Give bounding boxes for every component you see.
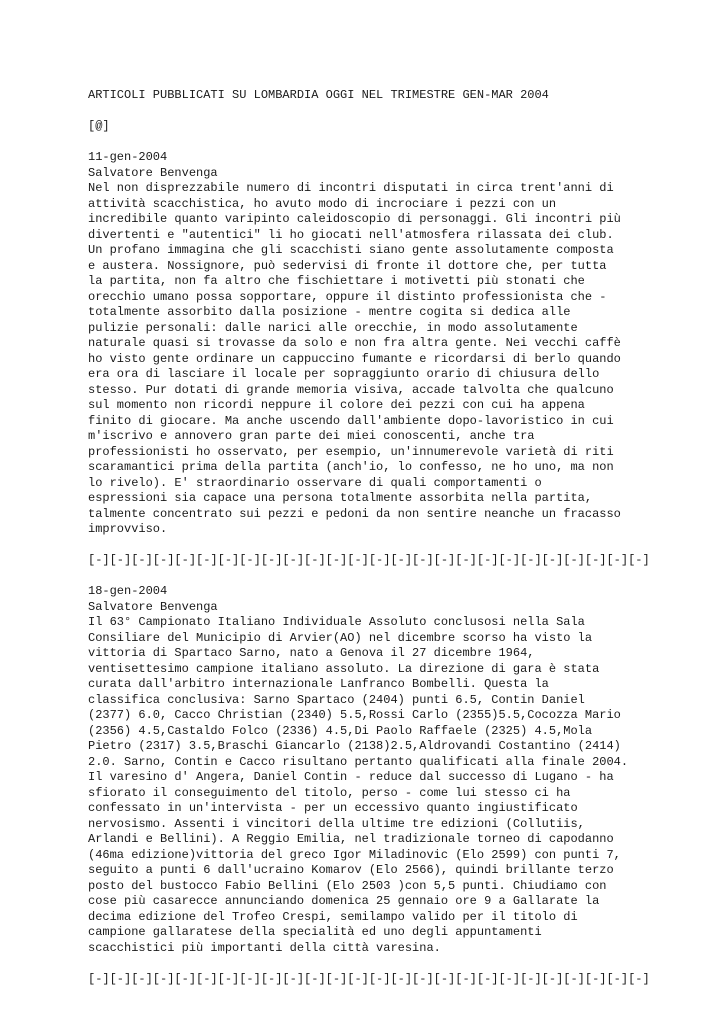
article-text-line: nervosismo. Assenti i vincitori della ultime tre edizioni (Collutiis,: [88, 816, 585, 831]
article-text-line: (2377) 6.0, Cacco Christian (2340) 5.5,Rossi Carlo (2355)5.5,Cocozza Mario: [88, 708, 621, 722]
article-text-line: pulizie personali: dalle narici alle orecchie, in modo assolutamente: [88, 320, 578, 335]
spacer: [88, 104, 718, 120]
article-text-line: lo rivelo). E' straordinario osservare di quali comportamenti o: [88, 475, 542, 490]
article-text-line: Nel non disprezzabile numero di incontri disputati in circa trent'anni di: [88, 181, 614, 195]
article-text-line: posto del bustocco Fabio Bellini (Elo 2503 )con 5,5 punti. Chiudiamo con: [88, 878, 607, 893]
spacer: [88, 538, 718, 554]
article-text-line: ho visto gente ordinare un cappuccino fumante e ricordarsi di berlo quando: [88, 351, 621, 366]
article-text-line: Arlandi e Bellini). A Reggio Emilia, nel tradizionale torneo di capodanno: [88, 832, 614, 846]
marker: [@]: [88, 119, 110, 133]
spacer: [88, 135, 718, 151]
article-text-line: Il varesino d' Angera, Daniel Contin - reduce dal successo di Lugano - ha: [88, 770, 614, 784]
article: [88, 150, 718, 584]
article-text-line: confessato in un'intervista - per un eccessivo quanto ingiustificato: [88, 801, 578, 815]
separator-line: [-][-][-][-][-][-][-][-][-][-][-][-][-][-][-][-][-][-][-][-][-][-][-][-][-][-]: [88, 971, 650, 986]
article-text-line: totalmente assorbito dalla posizione - mentre cogita si dedica alle: [88, 305, 571, 319]
article-text-line: vittoria di Spartaco Sarno, nato a Genova il 27 dicembre 1964,: [88, 646, 535, 660]
article-text-line: (2356) 4.5,Castaldo Folco (2336) 4.5,Di Paolo Raffaele (2325) 4.5,Mola: [88, 723, 593, 738]
article-text-line: e austera. Nossignore, può sedervisi di fronte il dottore che, per tutta: [88, 258, 607, 273]
article-text-line: (46ma edizione)vittoria del greco Igor Miladinovic (Elo 2599) con punti 7,: [88, 847, 621, 862]
article-date: 18-gen-2004: [88, 584, 168, 598]
spacer: [88, 569, 718, 585]
article-text-line: scaramantici prima della partita (anch'io, lo confesso, ne ho uno, ma non: [88, 460, 614, 474]
spacer: [88, 987, 718, 1003]
article-text-line: finito di giocare. Ma anche uscendo dall'ambiente dopo-lavoristico in cui: [88, 413, 614, 428]
article-text-line: attività scacchistica, ho avuto modo di incrociare i pezzi con un: [88, 196, 557, 211]
article-text-line: sul momento non ricordi neppure il colore dei pezzi con cui ha appena: [88, 398, 585, 412]
article-text-line: campione gallaratese della specialità ed uno degli appuntamenti: [88, 925, 542, 939]
article-text-line: sfiorato il conseguimento del titolo, perso - come lui stesso ci ha: [88, 785, 571, 800]
article: [88, 584, 718, 1003]
article-text-line: incredibile quanto varipinto caleidoscopio di personaggi. Gli incontri più: [88, 212, 621, 226]
article-text-line: la partita, non fa altro che fischiettare i motivetti più stonati che: [88, 274, 585, 288]
article-text-line: scacchistici più importanti della città varesina.: [88, 940, 441, 955]
document-title: ARTICOLI PUBBLICATI SU LOMBARDIA OGGI NEL TRIMESTRE GEN-MAR 2004: [88, 88, 549, 102]
article-text-line: seguito a punti 6 dall'ucraino Komarov (Elo 2566), quindi brillante terzo: [88, 863, 614, 877]
article-text-line: ventisettesimo campione italiano assoluto. La direzione di gara è stata: [88, 661, 600, 676]
article-text-line: 2.0. Sarno, Contin e Cacco risultano pertanto qualificati alla finale 2004.: [88, 754, 629, 769]
article-text-line: espressioni sia capace una persona totalmente assorbita nella partita,: [88, 491, 593, 505]
spacer: [88, 956, 718, 972]
articles-list: [88, 150, 718, 1003]
article-text-line: naturale quasi si trovasse da solo e non fra altra gente. Nei vecchi caffè: [88, 336, 621, 350]
separator-line: [-][-][-][-][-][-][-][-][-][-][-][-][-][-][-][-][-][-][-][-][-][-][-][-][-][-]: [88, 553, 650, 567]
article-text-line: professionisti ho osservato, per esempio, un'innumerevole varietà di riti: [88, 444, 614, 459]
article-author: Salvatore Benvenga: [88, 599, 218, 614]
article-text-line: divertenti e "autentici" li ho giocati nell'atmosfera rilassata dei club.: [88, 227, 614, 242]
article-text-line: cose più casarecce annunciando domenica 25 gennaio ore 9 a Gallarate la: [88, 894, 600, 908]
article-text-line: classifica conclusiva: Sarno Spartaco (2404) punti 6.5, Contin Daniel: [88, 692, 585, 707]
article-date: 11-gen-2004: [88, 150, 168, 164]
article-text-line: decima edizione del Trofeo Crespi, semilampo valido per il titolo di: [88, 909, 578, 924]
article-text-line: orecchio umano possa sopportare, oppure il distinto professionista che -: [88, 289, 607, 304]
article-author: Salvatore Benvenga: [88, 165, 218, 180]
article-text-line: curata dall'arbitro internazionale Lanfranco Bombelli. Questa la: [88, 677, 549, 691]
article-text-line: Pietro (2317) 3.5,Braschi Giancarlo (2138)2.5,Aldrovandi Costantino (2414): [88, 739, 621, 753]
article-text-line: Il 63° Campionato Italiano Individuale Assoluto conclusosi nella Sala: [88, 615, 585, 629]
document-page: [88, 88, 718, 1003]
article-text-line: Consiliare del Municipio di Arvier(AO) nel dicembre scorso ha visto la: [88, 630, 593, 645]
article-text-line: era ora di lasciare il locale per sopraggiunto orario di chiusura dello: [88, 367, 600, 381]
article-text-line: stesso. Pur dotati di grande memoria visiva, accade talvolta che qualcuno: [88, 382, 614, 397]
article-text-line: talmente concentrato sui pezzi e pedoni da non sentire neanche un fracasso: [88, 506, 621, 521]
article-text-line: Un profano immagina che gli scacchisti siano gente assolutamente composta: [88, 243, 614, 257]
article-text-line: improvviso.: [88, 522, 168, 536]
article-text-line: m'iscrivo e annovero gran parte dei miei conoscenti, anche tra: [88, 429, 535, 443]
